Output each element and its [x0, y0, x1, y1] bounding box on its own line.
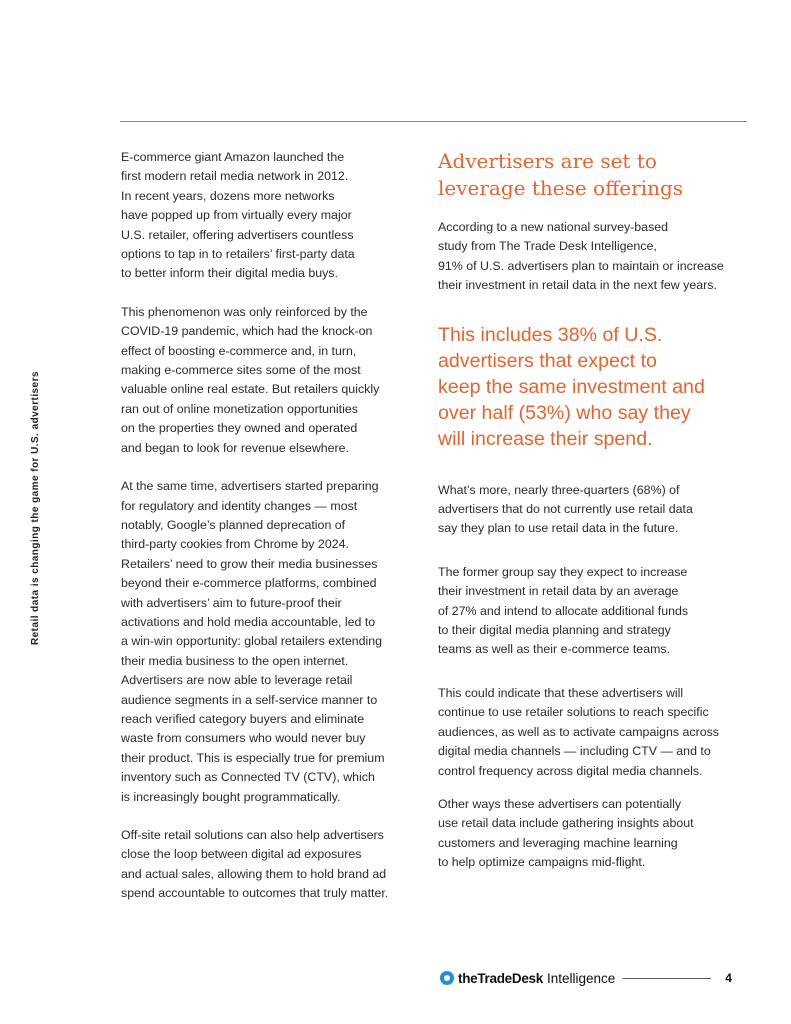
text-line: third-party cookies from Chrome by 2024. — [121, 537, 349, 552]
text-line: and began to look for revenue elsewhere. — [121, 440, 350, 455]
text-line: study from The Trade Desk Intelligence, — [438, 239, 657, 254]
text-line: ran out of online monetization opportunities — [121, 401, 358, 416]
top-divider — [120, 121, 747, 122]
page-number: 4 — [725, 971, 732, 985]
pull-quote — [438, 322, 750, 453]
text-line: advertisers that do not currently use retail data — [438, 502, 693, 517]
text-line: say they plan to use retail data in the future. — [438, 521, 679, 536]
text-line: digital media channels — including CTV — and to — [438, 744, 711, 759]
text-line: The former group say they expect to increase — [438, 564, 688, 579]
left-paragraph-4 — [121, 826, 426, 904]
text-line: This phenomenon was only reinforced by the — [121, 304, 368, 319]
text-line: Other ways these advertisers can potentially — [438, 796, 682, 811]
text-line: over half (53%) who say they — [438, 402, 691, 425]
text-line: In recent years, dozens more networks — [121, 188, 335, 203]
text-line: their media business to the open internet. — [121, 653, 349, 668]
text-line: U.S. retailer, offering advertisers countless — [121, 227, 354, 242]
text-line: first modern retail media network in 2012. — [121, 169, 349, 184]
text-line: control frequency across digital media channels. — [438, 763, 703, 778]
text-line: What’s more, nearly three-quarters (68%) of — [438, 482, 680, 497]
text-line: customers and leveraging machine learning — [438, 835, 678, 850]
page-footer — [440, 968, 750, 988]
text-line: teams as well as their e-commerce teams. — [438, 642, 671, 657]
text-line: notably, Google’s planned deprecation of — [121, 517, 346, 532]
text-line: Advertisers are now able to leverage retail — [121, 673, 353, 688]
trade-desk-logo-icon — [440, 971, 454, 985]
text-line: 91% of U.S. advertisers plan to maintain or increase — [438, 258, 724, 273]
text-line: At the same time, advertisers started preparing — [121, 479, 379, 494]
text-line: continue to use retailer solutions to reach specific — [438, 705, 709, 720]
brand-name: theTradeDesk — [458, 970, 543, 986]
text-line: effect of boosting e-commerce and, in turn, — [121, 343, 357, 358]
right-paragraph-5 — [438, 795, 750, 873]
text-line: their product. This is especially true for premium — [121, 750, 385, 765]
left-column — [121, 148, 426, 904]
text-line: E-commerce giant Amazon launched the — [121, 150, 345, 164]
left-paragraph-1 — [121, 148, 426, 284]
left-paragraph-3 — [121, 477, 426, 807]
text-line: inventory such as Connected TV (CTV), which — [121, 770, 375, 785]
text-line: leverage these offerings — [438, 176, 684, 200]
text-line: to help optimize campaigns mid-flight. — [438, 855, 646, 870]
footer-divider — [623, 978, 711, 979]
text-line: COVID-19 pandemic, which had the knock-on — [121, 324, 373, 339]
left-paragraph-2 — [121, 303, 426, 458]
text-line: close the loop between digital ad exposures — [121, 847, 362, 862]
text-line: activations and hold media accountable, led to — [121, 614, 376, 629]
text-line: a win-win opportunity: global retailers extending — [121, 634, 383, 649]
text-line: audiences, as well as to activate campaigns across — [438, 724, 719, 739]
right-paragraph-1 — [438, 218, 750, 296]
text-line: have popped up from virtually every major — [121, 208, 352, 223]
text-line: Retailers’ need to grow their media businesses — [121, 556, 378, 571]
text-line: waste from consumers who would never buy — [121, 731, 366, 746]
text-line: their investment in retail data by an average — [438, 584, 679, 599]
text-line: their investment in retail data in the next few years. — [438, 278, 717, 293]
text-line: valuable online real estate. But retailers quickly — [121, 382, 380, 397]
text-line: is increasingly bought programmatically. — [121, 789, 341, 804]
brand-suffix: Intelligence — [546, 970, 616, 986]
text-line: to better inform their digital media buys. — [121, 266, 338, 281]
text-line: making e-commerce sites some of the most — [121, 363, 361, 378]
text-line: Off-site retail solutions can also help advertisers — [121, 828, 384, 842]
text-line: advertisers that expect to — [438, 349, 657, 372]
text-line: keep the same investment and — [438, 376, 705, 399]
section-heading — [438, 148, 750, 202]
text-line: beyond their e-commerce platforms, combined — [121, 576, 377, 591]
text-line: According to a new national survey-based — [438, 220, 669, 234]
right-paragraph-3 — [438, 563, 750, 660]
right-paragraph-4 — [438, 684, 750, 781]
text-line: for regulatory and identity changes — most — [121, 498, 358, 513]
text-line: This could indicate that these advertisers will — [438, 685, 684, 700]
text-line: audience segments in a self-service manner to — [121, 692, 378, 707]
text-line: and actual sales, allowing them to hold brand ad — [121, 866, 387, 881]
text-line: reach verified category buyers and eliminate — [121, 711, 365, 726]
text-line: This includes 38% of U.S. — [438, 323, 663, 346]
right-paragraph-2 — [438, 481, 750, 539]
text-line: on the properties they owned and operated — [121, 421, 358, 436]
text-line: will increase their spend. — [438, 428, 653, 451]
text-line: use retail data include gathering insights about — [438, 816, 694, 831]
text-line: options to tap in to retailers’ first-party data — [121, 247, 355, 262]
right-column — [438, 148, 750, 873]
sidebar-section-label: Retail data is changing the game for U.S. advertisers — [30, 371, 41, 645]
text-line: to their digital media planning and strategy — [438, 623, 671, 638]
text-line: with advertisers’ aim to future-proof their — [121, 595, 342, 610]
text-line: Advertisers are set to — [438, 149, 657, 173]
text-line: of 27% and intend to allocate additional funds — [438, 603, 689, 618]
text-line: spend accountable to outcomes that truly matter. — [121, 886, 389, 901]
